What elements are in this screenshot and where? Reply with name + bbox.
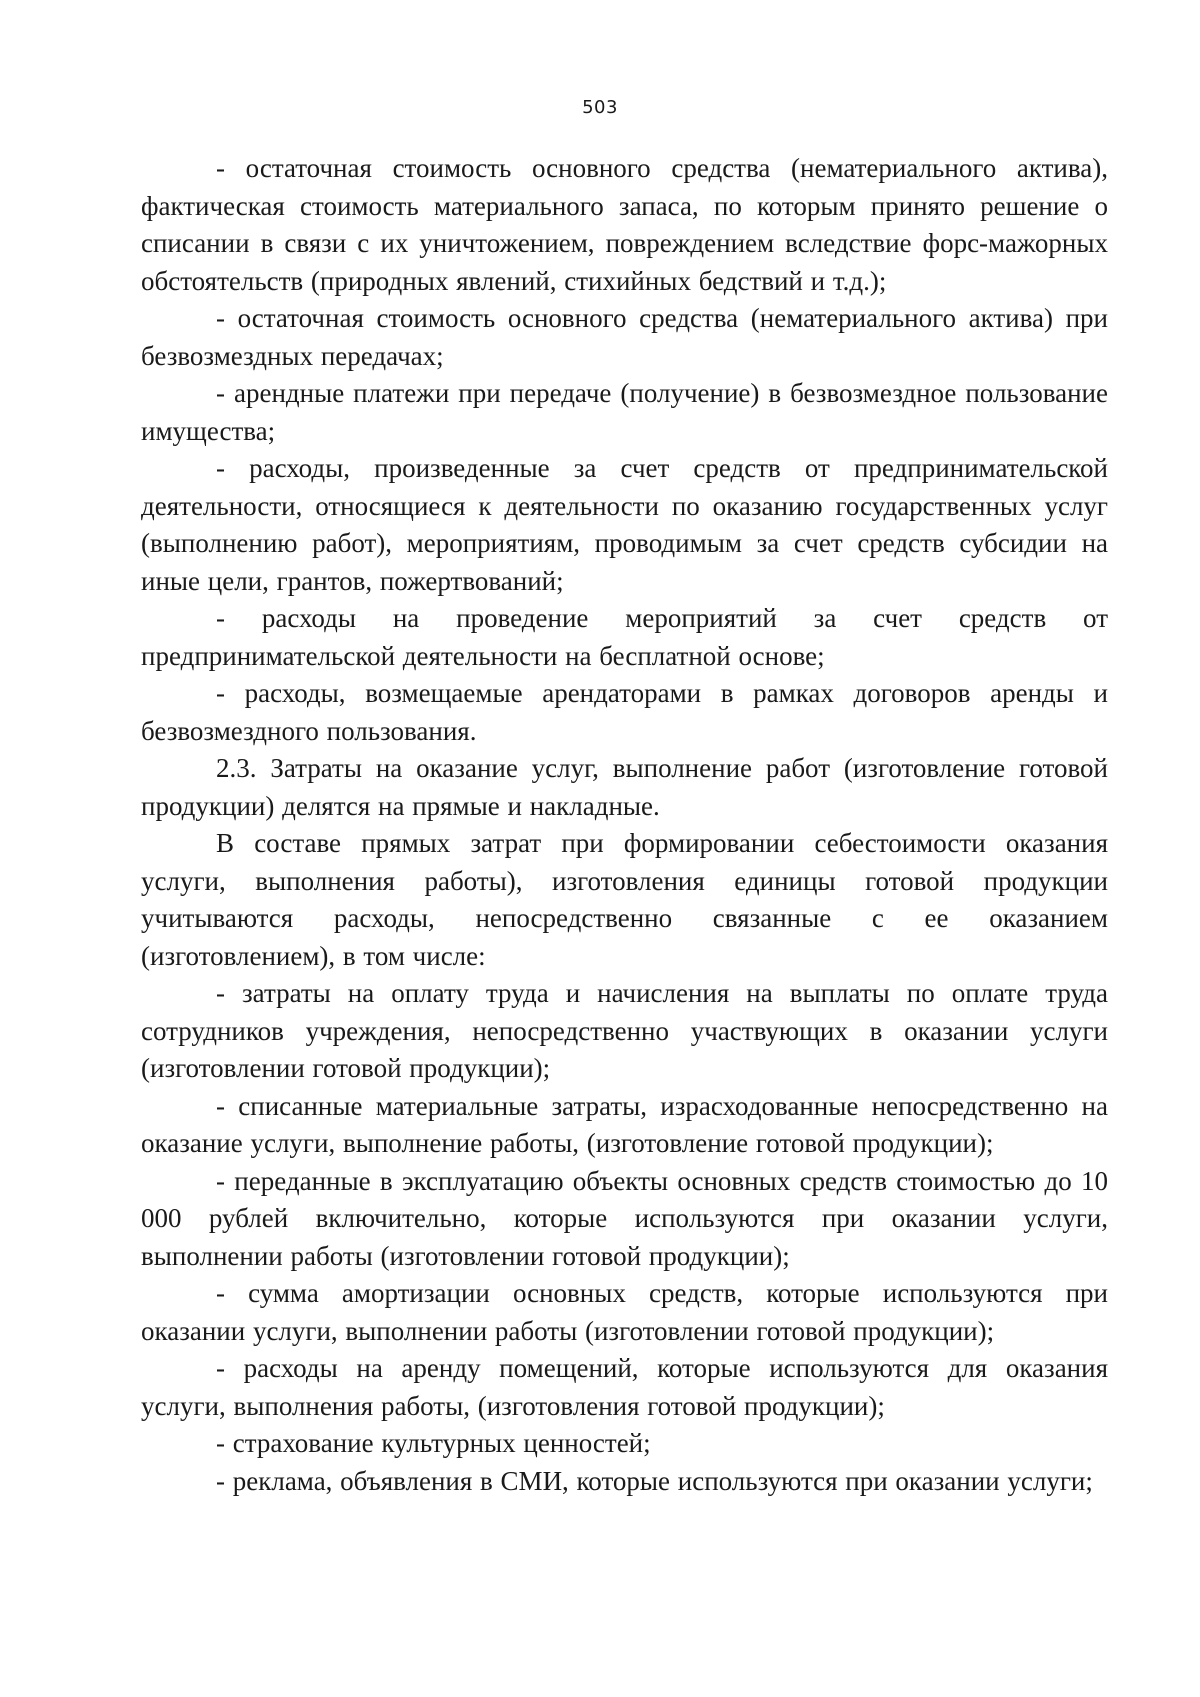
paragraph: - переданные в эксплуатацию объекты основных средств стоимостью до 10 000 рублей включительно, которые используются при оказании услуги, выполнении работы (изготовлении готовой продукции); [141,1165,1108,1271]
paragraph: - страхование культурных ценностей; [216,1428,651,1458]
paragraph: - арендные платежи при передаче (получение) в безвозмездное пользование имущества; [141,378,1108,446]
paragraph: - остаточная стоимость основного средства (нематериального актива), фактическая стоимость материального запаса, по которым принято решение о списании в связи с их уничтожением, повреждением вследствие форс-мажорных обстоятельств (природных явлений, стихийных бедствий и т.д.); [141,153,1108,296]
paragraph: - реклама, объявления в СМИ, которые используются при оказании услуги; [216,1465,1093,1496]
paragraph: - расходы на аренду помещений, которые используются для оказания услуги, выполнения работы, (изготовления готовой продукции); [141,1353,1108,1421]
page-number: 503 [582,97,618,118]
paragraph: - остаточная стоимость основного средства (нематериального актива) при безвозмездных передачах; [141,303,1108,371]
section-paragraph: 2.3. Затраты на оказание услуг, выполнение работ (изготовление готовой продукции) делятся на прямые и накладные. [141,753,1108,821]
paragraph: - затраты на оплату труда и начисления на выплаты по оплате труда сотрудников учреждения, непосредственно участвующих в оказании услуги (изготовлении готовой продукции); [141,978,1108,1083]
paragraph: - списанные материальные затраты, израсходованные непосредственно на оказание услуги, выполнение работы, (изготовление готовой продукции); [141,1090,1108,1158]
paragraph: - сумма амортизации основных средств, которые используются при оказании услуги, выполнении работы (изготовлении готовой продукции); [141,1278,1108,1346]
paragraph: - расходы, возмещаемые арендаторами в рамках договоров аренды и безвозмездного пользования. [141,678,1108,746]
paragraph: - расходы на проведение мероприятий за счет средств от предпринимательской деятельности на бесплатной основе; [141,603,1108,671]
paragraph: В составе прямых затрат при формировании себестоимости оказания услуги, выполнения работы), изготовления единицы готовой продукции учитываются расходы, непосредственно связанные с ее оказанием (изготовлением), в том числе: [141,828,1108,971]
paragraph: - расходы, произведенные за счет средств от предпринимательской деятельности, относящиеся к деятельности по оказанию государственных услуг (выполнению работ), мероприятиям, проводимым за счет средств субсидии на иные цели, грантов, пожертвований; [141,453,1108,596]
document-body [141,150,1108,1500]
